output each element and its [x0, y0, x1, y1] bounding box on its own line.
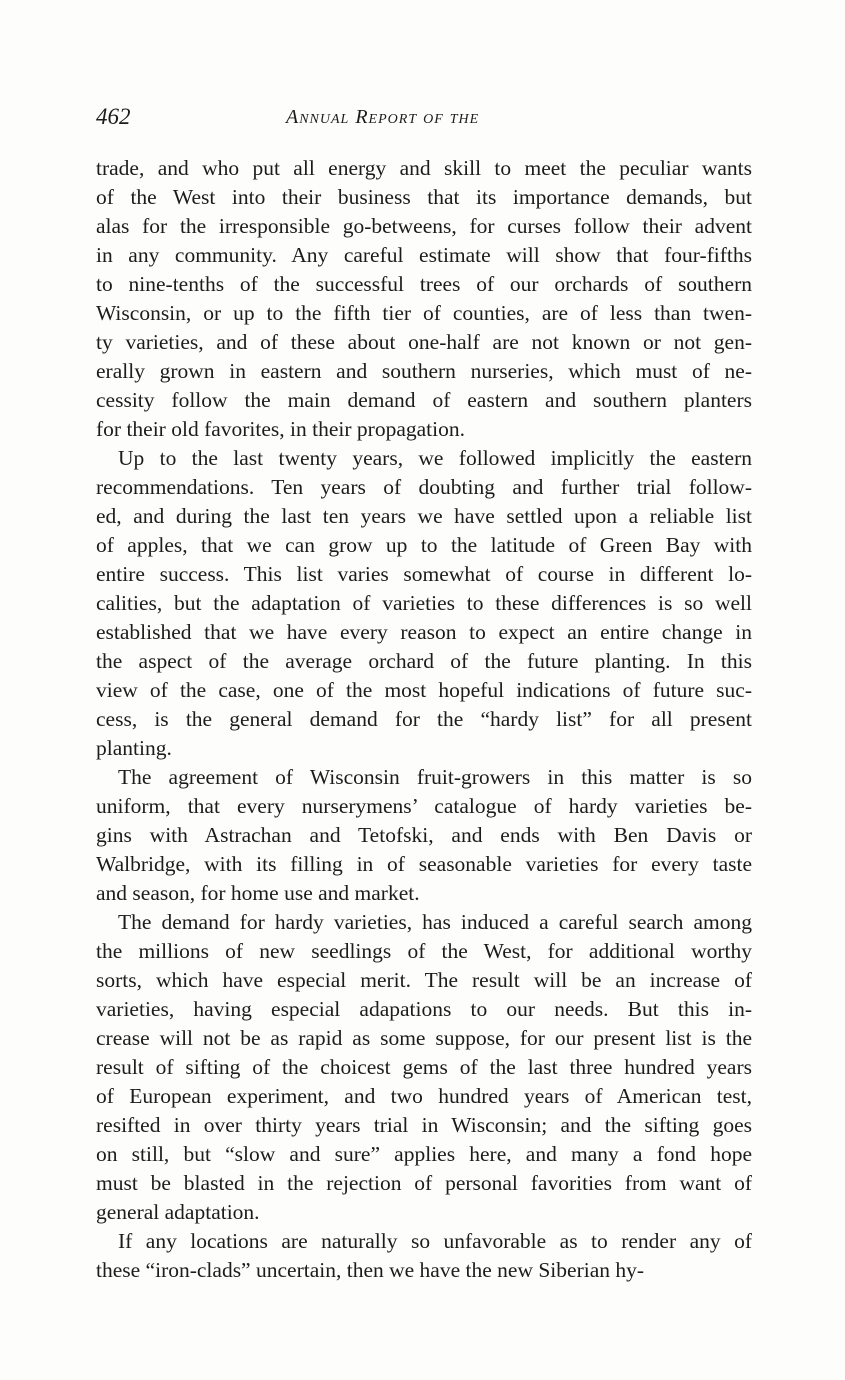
text-line: trade, and who put all energy and skill to meet the peculiar wants	[96, 156, 752, 180]
text-line: and season, for home use and market.	[96, 881, 420, 905]
body-text	[96, 154, 752, 1285]
text-line: to nine-tenths of the successful trees of our orchards of southern	[96, 272, 752, 296]
text-line: the aspect of the average orchard of the future planting. In this	[96, 649, 752, 673]
running-head	[96, 104, 752, 140]
text-line: view of the case, one of the most hopeful indications of future suc-	[96, 678, 752, 702]
text-line: established that we have every reason to expect an entire change in	[96, 620, 752, 644]
text-line: recommendations. Ten years of doubting and further trial follow-	[96, 475, 752, 499]
text-line: sorts, which have especial merit. The result will be an increase of	[96, 968, 752, 992]
paragraph	[96, 1227, 752, 1285]
text-line: varieties, having especial adapations to our needs. But this in-	[96, 997, 752, 1021]
text-line: cess, is the general demand for the “hardy list” for all present	[96, 707, 752, 731]
text-line: Wisconsin, or up to the fifth tier of counties, are of less than twen-	[96, 301, 752, 325]
text-line: gins with Astrachan and Tetofski, and ends with Ben Davis or	[96, 823, 752, 847]
text-line: uniform, that every nurserymens’ catalogue of hardy varieties be-	[96, 794, 752, 818]
text-line: ed, and during the last ten years we have settled upon a reliable list	[96, 504, 752, 528]
text-line: The demand for hardy varieties, has induced a careful search among	[118, 910, 752, 934]
text-line: general adaptation.	[96, 1200, 260, 1224]
text-line: If any locations are naturally so unfavorable as to render any of	[118, 1229, 752, 1253]
text-line: cessity follow the main demand of eastern and southern planters	[96, 388, 752, 412]
text-line: Walbridge, with its filling in of seasonable varieties for every taste	[96, 852, 752, 876]
paragraph	[96, 763, 752, 908]
page-number: 462	[96, 104, 131, 129]
text-line: calities, but the adaptation of varieties to these differences is so well	[96, 591, 752, 615]
paragraph	[96, 908, 752, 1227]
text-line: on still, but “slow and sure” applies here, and many a fond hope	[96, 1142, 752, 1166]
running-title: Annual Report of the	[286, 106, 480, 128]
text-line: erally grown in eastern and southern nurseries, which must of ne-	[96, 359, 752, 383]
text-line: of the West into their business that its importance demands, but	[96, 185, 752, 209]
text-line: resifted in over thirty years trial in Wisconsin; and the sifting goes	[96, 1113, 752, 1137]
text-line: these “iron-clads” uncertain, then we have the new Siberian hy-	[96, 1258, 645, 1282]
text-line: The agreement of Wisconsin fruit-growers in this matter is so	[118, 765, 752, 789]
text-line: result of sifting of the choicest gems of the last three hundred years	[96, 1055, 752, 1079]
text-line: planting.	[96, 736, 172, 760]
text-line: entire success. This list varies somewhat of course in different lo-	[96, 562, 752, 586]
text-line: for their old favorites, in their propagation.	[96, 417, 465, 441]
paragraph	[96, 154, 752, 444]
text-line: Up to the last twenty years, we followed implicitly the eastern	[118, 446, 752, 470]
text-line: in any community. Any careful estimate will show that four-fifths	[96, 243, 752, 267]
paragraph	[96, 444, 752, 763]
text-line: alas for the irresponsible go-betweens, for curses follow their advent	[96, 214, 752, 238]
text-line: of apples, that we can grow up to the latitude of Green Bay with	[96, 533, 752, 557]
text-line: the millions of new seedlings of the West, for additional worthy	[96, 939, 752, 963]
text-line: must be blasted in the rejection of personal favorities from want of	[96, 1171, 752, 1195]
text-line: of European experiment, and two hundred years of American test,	[96, 1084, 752, 1108]
text-line: ty varieties, and of these about one-half are not known or not gen-	[96, 330, 752, 354]
text-line: crease will not be as rapid as some suppose, for our present list is the	[96, 1026, 752, 1050]
